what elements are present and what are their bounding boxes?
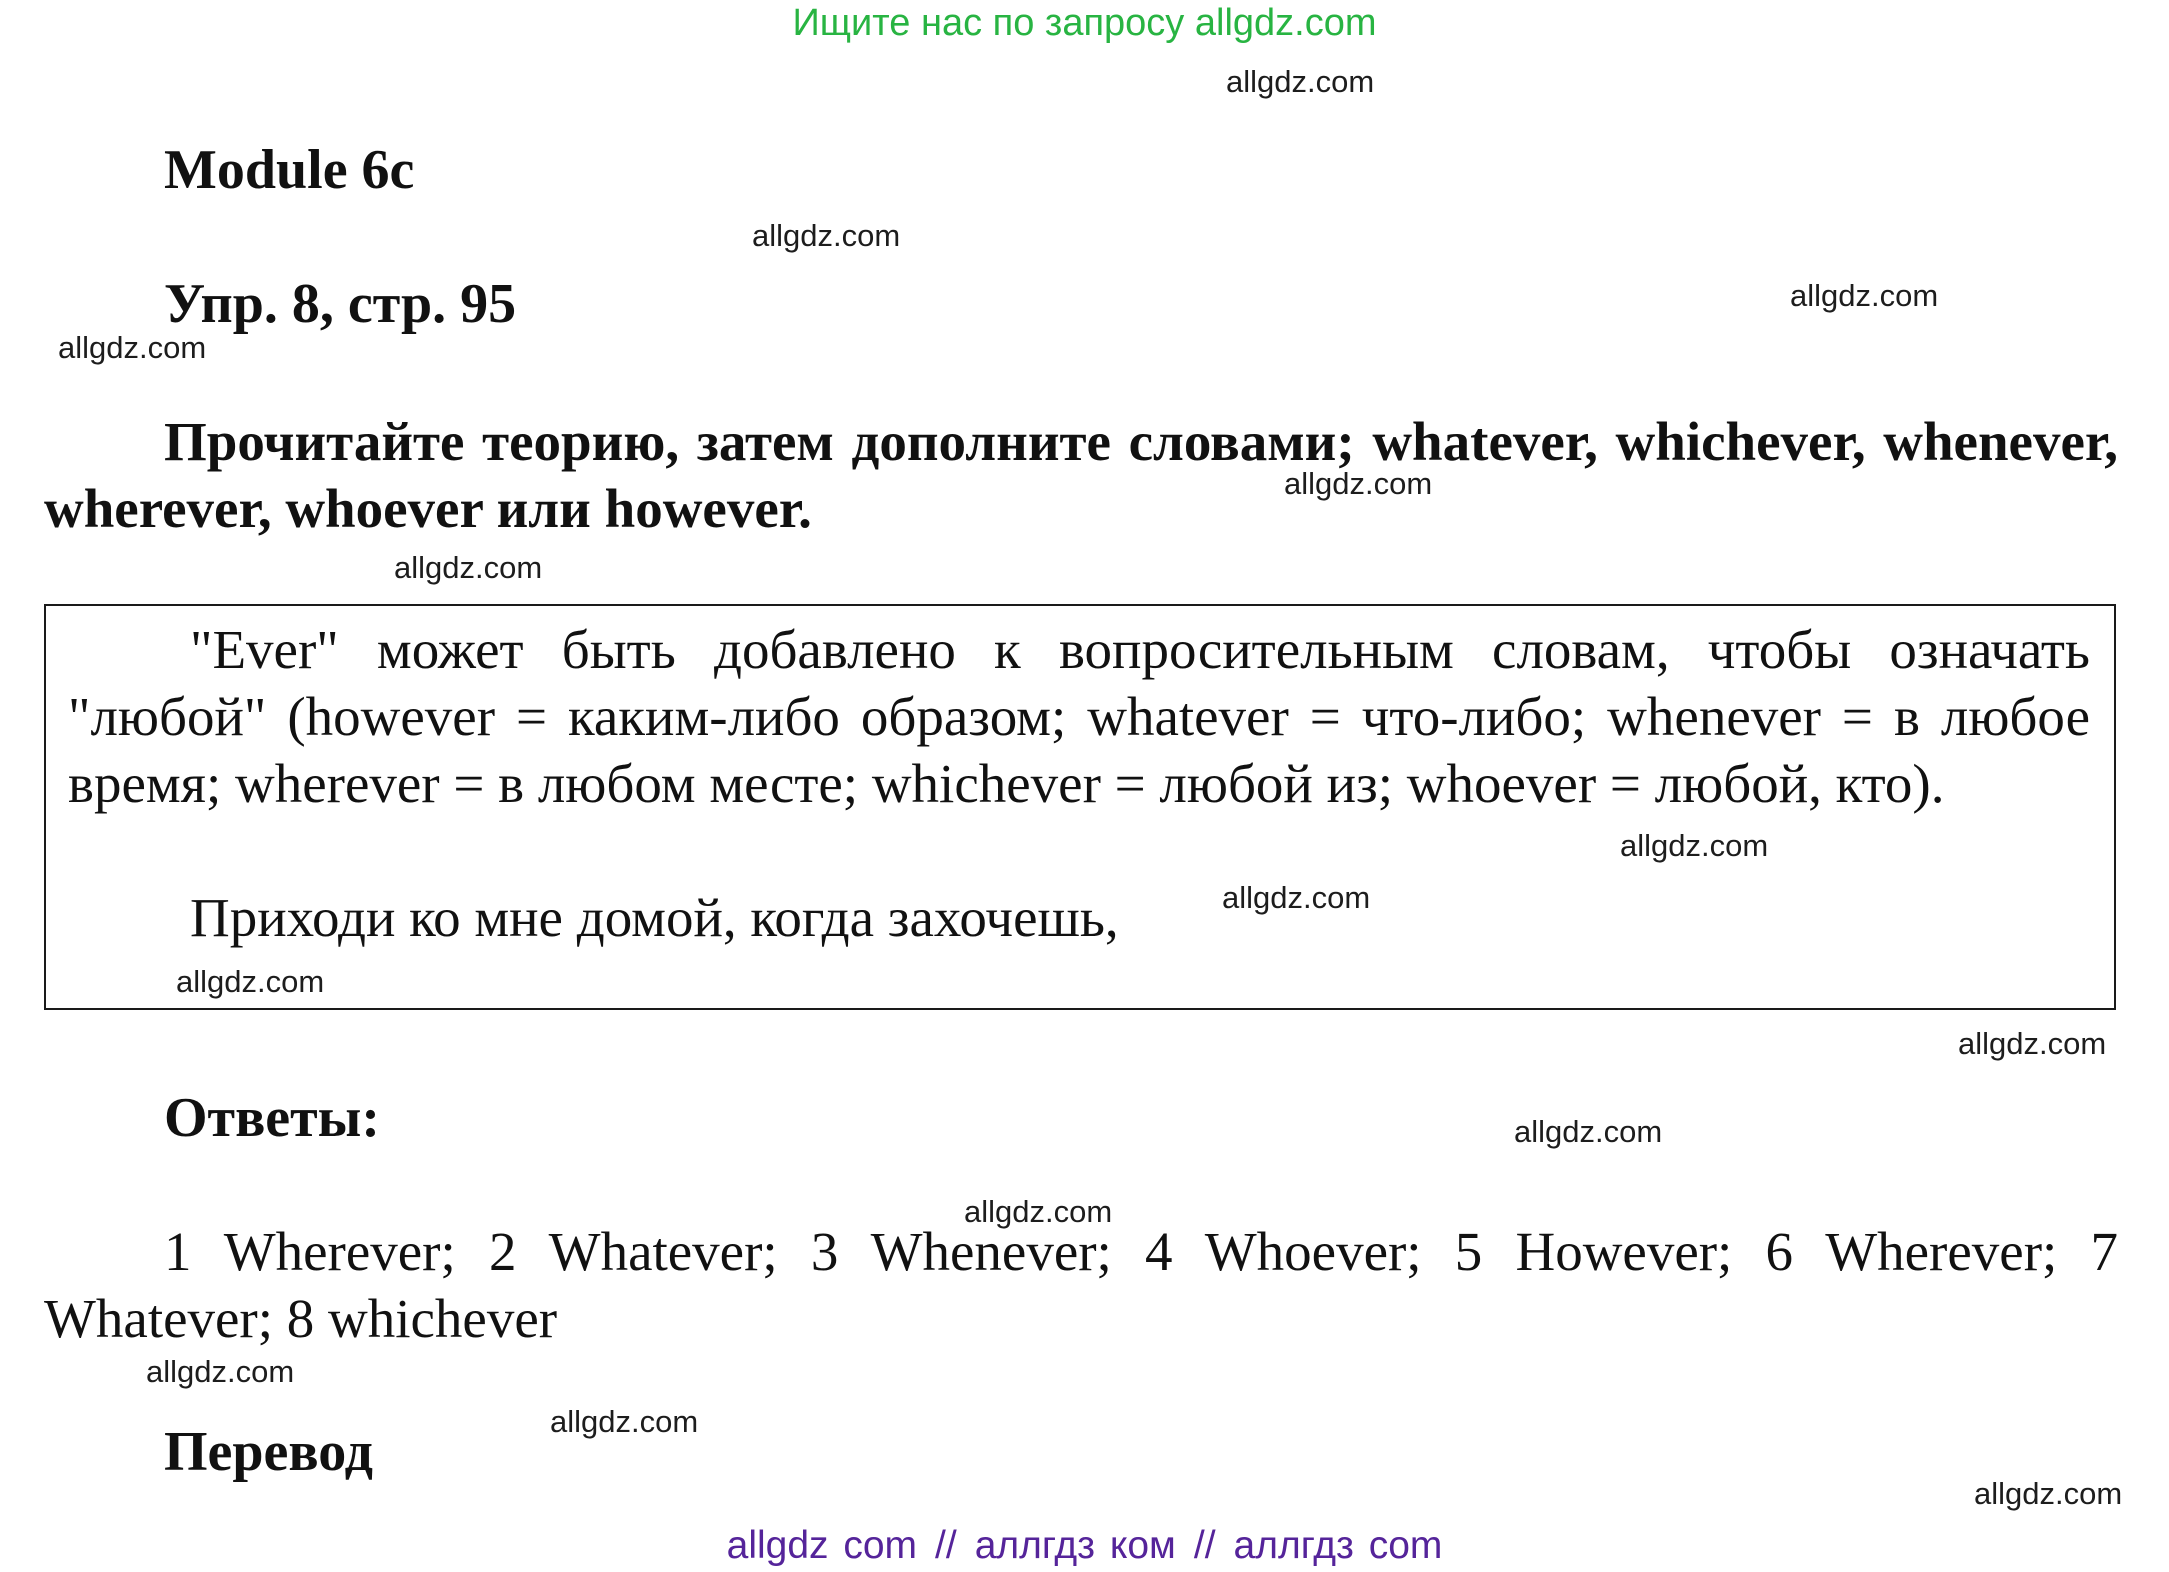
watermark: allgdz.com (1514, 1114, 1663, 1149)
watermark: allgdz.com (58, 330, 207, 365)
instruction-text: Прочитайте теорию, затем дополните словами; whatever, whichever, whenever, wherever, whoever или however. (44, 411, 2118, 539)
theory-box (44, 604, 2116, 1010)
answers-text: 1 Wherever; 2 Whatever; 3 Whenever; 4 Whoever; 5 However; 6 Wherever; 7 Whatever; 8 whichever (44, 1221, 2118, 1349)
bottom-banner (0, 1522, 2169, 1570)
watermark: allgdz.com (1222, 880, 1371, 915)
bottom-banner-link[interactable]: аллгдз com (1233, 1524, 1443, 1567)
watermark: allgdz.com (1790, 278, 1939, 313)
translation-heading: Перевод (164, 1421, 373, 1483)
watermark: allgdz.com (394, 550, 543, 585)
example-sentence: Приходи ко мне домой, когда захочешь, (190, 887, 1119, 948)
watermark: allgdz.com (176, 964, 325, 999)
watermark: allgdz.com (550, 1404, 699, 1439)
module-title: Module 6c (164, 139, 415, 201)
watermark: allgdz.com (1226, 64, 1375, 99)
exercise-title: Упр. 8, стр. 95 (164, 273, 517, 335)
watermark: allgdz.com (1958, 1026, 2107, 1061)
watermark: allgdz.com (1974, 1476, 2123, 1511)
bottom-banner-separator: // (1193, 1524, 1216, 1567)
answers-heading: Ответы: (164, 1087, 381, 1149)
watermark: allgdz.com (964, 1194, 1113, 1229)
theory-text: "Ever" может быть добавлено к вопросительным словам, чтобы означать "любой" (however = каким-либо образом; whatever = что-либо; whenever = в любое время; wherever = в любом месте; whichever = любой из; whoever = любой, кто). (68, 619, 2090, 814)
bottom-banner-link[interactable]: allgdz com (726, 1524, 918, 1567)
bottom-banner-separator: // (935, 1524, 957, 1567)
watermark: allgdz.com (1620, 828, 1769, 863)
bottom-banner-link[interactable]: аллгдз ком (974, 1524, 1176, 1567)
top-banner: Ищите нас по запросу allgdz.com (792, 2, 1377, 44)
watermark: allgdz.com (1284, 466, 1433, 501)
watermark: allgdz.com (146, 1354, 295, 1389)
watermark: allgdz.com (752, 218, 901, 253)
